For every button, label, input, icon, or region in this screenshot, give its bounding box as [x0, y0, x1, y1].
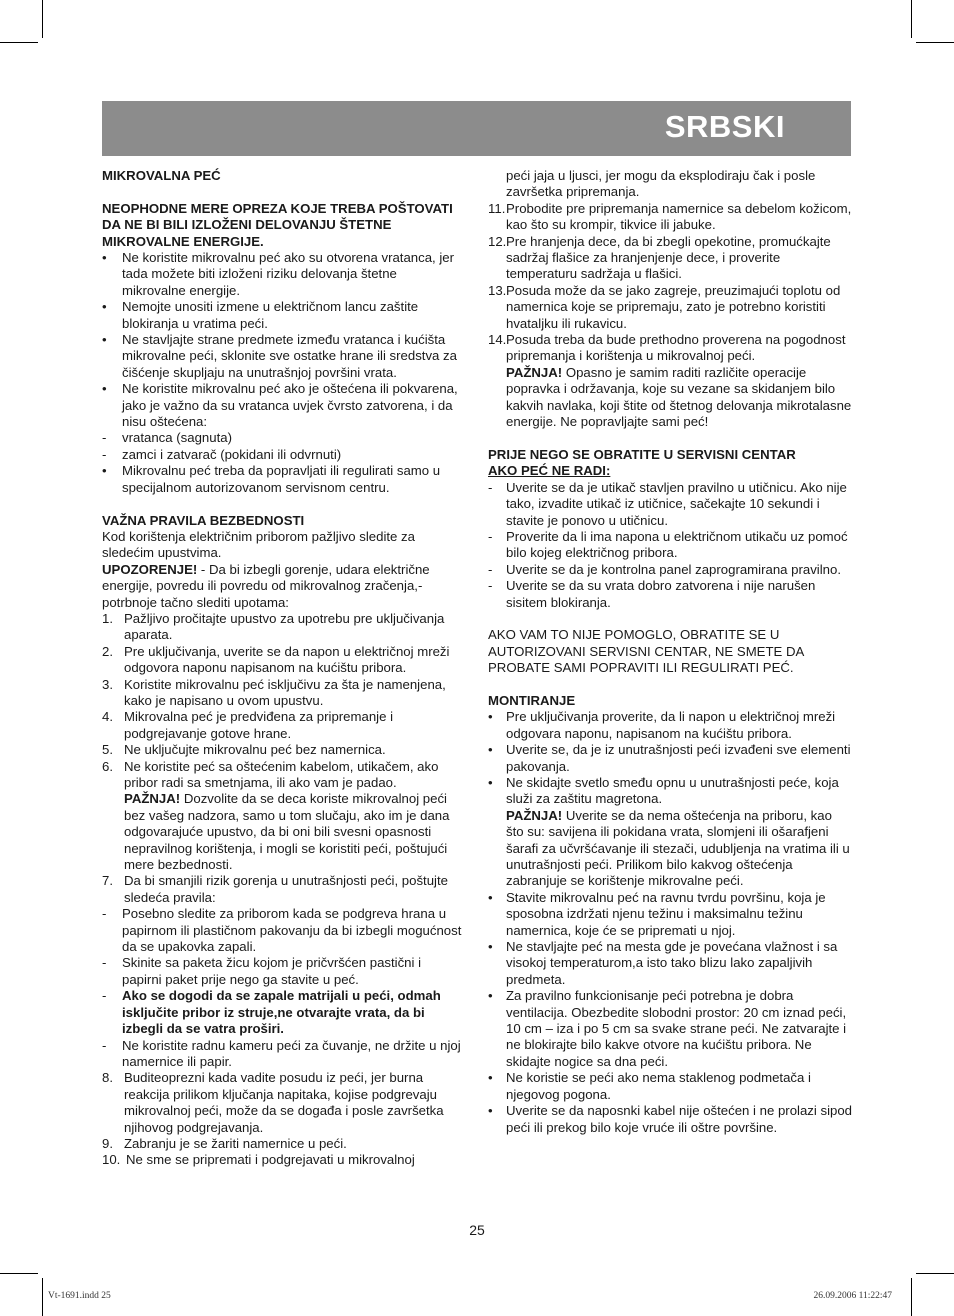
safety-rules-continued	[488, 168, 852, 431]
bullet-marker: •	[488, 889, 493, 905]
bullet-marker: •	[102, 332, 107, 348]
service-note: AKO VAM TO NIJE POMOGLO, OBRATITE SE U AUTORIZOVANI SERVISNI CENTAR, NE SMETE DA PROBATE SAMI POPRAVITI ILI REGULIRATI PEĆ.	[488, 627, 804, 676]
precautions-list	[102, 250, 462, 496]
precautions-heading: NEOPHODNE MERE OPREZA KOJE TREBA POŠTOVATI DA NE BI BILI IZLOŽENI DELOVANJU ŠTETNE MIKROVALNE ENERGIJE.	[102, 200, 453, 249]
crop-mark	[911, 0, 912, 38]
attention-text: Uverite se da nema oštećenja na priboru, kao što su: savijena ili pokidana vrata, slomjeni ili ošarafjeni šarafi za učvršćavanje ili stezači, udubljenja na vratima ili u unutrašnjosti peći. Prilikom bilo kakvog oštećenja zabranjuje se korištenje mikrovalne peći.	[506, 807, 850, 889]
dash-marker: -	[102, 1037, 107, 1053]
list-item	[488, 988, 852, 1070]
item-text: Pre uključivanja proverite, da li napon u električnoj mreži odgovara naponu, napisanom na kućištu pribora.	[506, 709, 836, 741]
item-number: 7.	[102, 873, 113, 889]
item-text: Uverite se da je kontrolna panel zaprogramirana pravilno.	[506, 561, 841, 577]
list-item	[102, 1038, 462, 1071]
list-item	[488, 890, 852, 939]
item-number: 1.	[102, 610, 113, 626]
item-number: 13.	[488, 282, 507, 298]
list-item	[102, 1136, 462, 1152]
list-item	[488, 332, 852, 430]
item-text: Pažljivo pročitajte upustvo za upotrebu pre uključivanja aparata.	[124, 610, 445, 643]
list-item	[488, 709, 852, 742]
item-number: 10.	[102, 1152, 121, 1168]
item-text: Mikrovalnu peć treba da popravljati ili regulirati samo u specijalnom autorizovanom servisnom centru.	[122, 463, 441, 495]
item-text: Ne koristie se peći ako nema staklenog podmetača i njegovog pogona.	[506, 1070, 811, 1102]
item-text: Buditeoprezni kada vadite posudu iz peći, jer burna reakcija prilikom ključanja napitaka, kojise podgrevaju mikrovalnoj peći, može da se događa i posle završetka njihovog podgrejavanja.	[124, 1070, 444, 1135]
list-item	[102, 873, 462, 906]
item-text: peći jaja u ljusci, jer mogu da eksplodiraju čak i posle završetka pripremanja.	[506, 168, 816, 200]
list-item	[102, 299, 462, 332]
list-item	[102, 955, 462, 988]
item-number: 11.	[488, 200, 506, 216]
item-text: Skinite sa paketa žicu kojom je pričvršćen pastični i papirni paket prije nego ga stavite u peć.	[122, 955, 422, 987]
list-item	[488, 234, 852, 283]
item-text: Probodite pre pripremanja namernice sa debelom kožicom, kao što su krompir, tikvice ili jabuke.	[506, 200, 852, 233]
item-text: Da bi smanjili rizik gorenja u unutrašnjosti peći, poštujte sledeća pravila:	[124, 873, 448, 905]
crop-mark	[42, 1278, 43, 1316]
dash-marker: -	[488, 578, 493, 594]
list-item	[102, 250, 462, 299]
service-checklist	[488, 480, 852, 611]
list-item	[102, 677, 462, 710]
list-item	[102, 1152, 462, 1168]
list-item	[488, 283, 852, 332]
item-text: Uverite se da naposnki kabel nije oštećen i ne prolazi sipod peći ili prekog bilo koje vruće ili oštre površine.	[506, 1103, 853, 1135]
item-number: 5.	[102, 742, 113, 758]
bullet-marker: •	[488, 1070, 493, 1086]
bullet-marker: •	[102, 250, 107, 266]
bullet-marker: •	[488, 988, 493, 1004]
item-text: Uverite se da su vrata dobro zatvorena i nije narušen sisitem blokiranja.	[506, 578, 816, 610]
bullet-marker: •	[488, 774, 493, 790]
dash-marker: -	[102, 430, 107, 446]
list-item	[102, 381, 462, 430]
safety-rules-list	[102, 611, 462, 1169]
item-text: Ne uključujte mikrovalnu peć bez namernica.	[124, 742, 386, 758]
list-item	[488, 168, 852, 201]
dash-marker: -	[102, 446, 107, 462]
bullet-marker: •	[102, 299, 107, 315]
item-text: Nemojte unositi izmene u električnom lancu zaštite blokiranja u vratima peći.	[122, 299, 419, 331]
item-text: Uverite se da je utikač stavljen pravilno u utičnicu. Ako nije tako, izvadite utikač iz utičnice, sačekajte 10 sekundi i stavite je ponovo u utičnicu.	[506, 479, 847, 528]
list-item	[102, 463, 462, 496]
crop-mark	[916, 42, 954, 43]
item-text: zamci i zatvarač (pokidani ili odvrnuti)	[122, 446, 342, 462]
list-item	[102, 447, 462, 463]
list-item	[102, 1070, 462, 1136]
item-text: Ne skidajte svetlo smeđu opnu u unutrašnjosti peće, koja služi za zaštitu magretona.	[506, 774, 839, 807]
item-text: Ne stavljajte strane predmete između vratanca i kućišta mikrovalne peći, sklonite sve ostatke hrane ili sredstva za čišćenje skupljaju na unutrašnjoj površini vrata.	[122, 332, 457, 380]
list-item	[102, 430, 462, 446]
safety-heading: VAŽNA PRAVILA BEZBEDNOSTI	[102, 512, 305, 528]
item-text: Koristite mikrovalnu peć isključivu za šta je namenjena, kako je napisano u ovom upustvu.	[124, 676, 446, 708]
list-item	[488, 201, 852, 234]
language-title: SRBSKI	[664, 109, 785, 144]
safety-intro: Kod korištenja električnim priborom pažljivo sledite za sledećim upustvima.	[102, 528, 415, 561]
list-item	[102, 759, 462, 874]
item-text: Uverite se, da je iz unutrašnjosti peći izvađeni sve elementi pakovanja.	[506, 742, 851, 774]
list-item	[102, 906, 462, 955]
dash-marker: -	[102, 988, 107, 1004]
left-column	[102, 168, 462, 1169]
item-text: Posebno sledite za priborom kada se podgreva hrana u papirnom ili plastičnom pakovanju da bi izbegli mogućnost da se upakovka zapali.	[122, 906, 462, 955]
list-item	[102, 611, 462, 644]
item-text: Ne koristite mikrovalnu peć ako su otvorena vratanca, jer tada možete biti izloženi riziku delovanja štetne mikrovalne energije.	[122, 250, 455, 298]
item-text: Stavite mikrovalnu peć na ravnu tvrdu površinu, koja je sposobna izdržati njenu težinu i maksimalnu težinu namernica, koje će se pripremati u njoj.	[506, 889, 826, 938]
list-item	[488, 529, 852, 562]
dash-marker: -	[488, 479, 493, 495]
item-text: Pre uključivanja, uverite se da napon u električnoj mreži odgovora naponu napisanom na kućištu pribora.	[124, 643, 450, 676]
item-number: 3.	[102, 676, 113, 692]
dash-marker: -	[488, 561, 493, 577]
item-text: Zabranju je se žariti namernice u peći.	[124, 1135, 347, 1151]
service-subheading: AKO PEĆ NE RADI:	[488, 463, 611, 479]
list-item	[488, 562, 852, 578]
footer-file: Vt-1691.indd 25	[48, 1291, 111, 1301]
list-item	[488, 1103, 852, 1136]
item-number: 14.	[488, 332, 507, 348]
item-text: Ako se dogodi da se zapale matrijali u peći, odmah isključite pribor iz struje,ne otvarajte vrata, da bi izbegli da se vatra proširi.	[122, 988, 441, 1037]
item-number: 8.	[102, 1070, 113, 1086]
warning-paragraph	[102, 562, 462, 611]
item-text: Pre hranjenja dece, da bi zbegli opekotine, promućkajte sadržaj flašice za hranjenjenje dece, i proverite temperaturu sadržaja u flašici.	[506, 233, 831, 282]
item-number: 6.	[102, 758, 113, 774]
item-text: Ne koristite mikrovalnu peć ako je oštećena ili pokvarena, jako je važno da su vratanca uvjek čvrsto zatvorena, i da nisu oštećena:	[122, 381, 458, 430]
list-item	[102, 988, 462, 1037]
item-text: Ne koristite peć sa oštećenim kabelom, utikačem, ako pribor radi sa smetnjama, ili ako vam je padao.	[124, 758, 439, 790]
list-item	[488, 578, 852, 611]
crop-mark	[0, 42, 38, 43]
item-text: vratanca (sagnuta)	[122, 430, 232, 446]
attention-label: PAŽNJA!	[506, 807, 563, 823]
footer-date: 26.09.2006 11:22:47	[813, 1291, 892, 1301]
item-text: Ne koristite radnu kameru peći za čuvanje, ne držite u njoj namernice ili papir.	[122, 1037, 461, 1069]
attention-text: Dozvolite da se deca koriste mikrovalnoj peći bez vašeg nadzora, samo u tom slučaju, ako im je dana odgovarajuće upustvo, da bi oni bili svesni opasnosti nepravilnog korištenja, i mogli se koristiti peći, poštujući mere bezbednosti.	[124, 791, 450, 873]
item-text: Ne sme se pripremati i podgrejavati u mikrovalnoj	[126, 1152, 415, 1168]
item-text: Mikrovalna peć je predviđena za pripremanje i podgrejavanje gotove hrane.	[124, 709, 394, 741]
list-item	[102, 709, 462, 742]
bullet-marker: •	[488, 939, 493, 955]
warning-text: - Da bi izbegli gorenje, udara električne energije, povredu ili povredu od mikrovalnog zračenja,- potrbnoje tačno slediti upotama:	[102, 561, 430, 610]
crop-mark	[916, 1273, 954, 1274]
install-list	[488, 709, 852, 1136]
dash-marker: -	[102, 955, 107, 971]
bullet-marker: •	[102, 381, 107, 397]
item-number: 9.	[102, 1135, 113, 1151]
bullet-marker: •	[488, 1103, 493, 1119]
bullet-marker: •	[102, 463, 107, 479]
attention-label: PAŽNJA!	[124, 791, 181, 807]
bullet-marker: •	[488, 742, 493, 758]
list-item	[102, 742, 462, 758]
list-item	[488, 775, 852, 890]
item-text: Za pravilno funkcionisanje peći potrebna je dobra ventilacija. Obezbedite slobodni prostor: 20 cm iznad peći, 10 cm – iza i po 5 cm sa svake strane peći. Ne zatvarajte i ne blokirajte bilo kakve otvore na kućištu pribora. Ne skidajte nogice sa dna peći.	[506, 988, 847, 1069]
dash-marker: -	[488, 528, 493, 544]
service-heading: PRIJE NEGO SE OBRATITE U SERVISNI CENTAR	[488, 446, 796, 462]
item-number: 2.	[102, 643, 113, 659]
list-item	[102, 644, 462, 677]
item-number: 4.	[102, 709, 113, 725]
language-header	[102, 101, 851, 156]
item-text: Ne stavljajte peć na mesta gde je povećana vlažnost i sa visokoj temperaturom,a isto tako blizu lako zapaljivih predmeta.	[506, 939, 838, 987]
crop-mark	[911, 1278, 912, 1316]
install-heading: MONTIRANJE	[488, 692, 576, 708]
bullet-marker: •	[488, 709, 493, 725]
item-text: Proverite da li ima napona u električnom utikaču uz pomoć bilo kojeg električnog pribora.	[506, 528, 848, 561]
page-number: 25	[469, 1222, 485, 1238]
list-item	[488, 480, 852, 529]
warning-label: UPOZORENJE!	[102, 561, 198, 577]
item-text: Posuda može da se jako zagreje, preuzimajući toplotu od namernica koje se pripremaju, zato je potrebno koristiti hvataljku ili rukavicu.	[506, 282, 841, 331]
list-item	[488, 1070, 852, 1103]
section-title: MIKROVALNA PEĆ	[102, 168, 221, 183]
attention-label: PAŽNJA!	[506, 364, 563, 380]
crop-mark	[0, 1273, 38, 1274]
list-item	[102, 332, 462, 381]
attention-text: Opasno je samim raditi različite operacije popravka i održavanja, koje su vezane sa skidanjem bilo kakvih navlaka, koji štite od štetnog delovanja mikrotalasne energije. Ne popravljajte sami peć!	[506, 364, 852, 430]
list-item	[488, 742, 852, 775]
crop-mark	[42, 0, 43, 38]
dash-marker: -	[102, 906, 107, 922]
right-column	[488, 168, 852, 1136]
list-item	[488, 939, 852, 988]
item-number: 12.	[488, 233, 507, 249]
item-text: Posuda treba da bude prethodno proverena na pogodnost pripremanja i korištenja u mikrovalnoj peći.	[506, 332, 846, 364]
